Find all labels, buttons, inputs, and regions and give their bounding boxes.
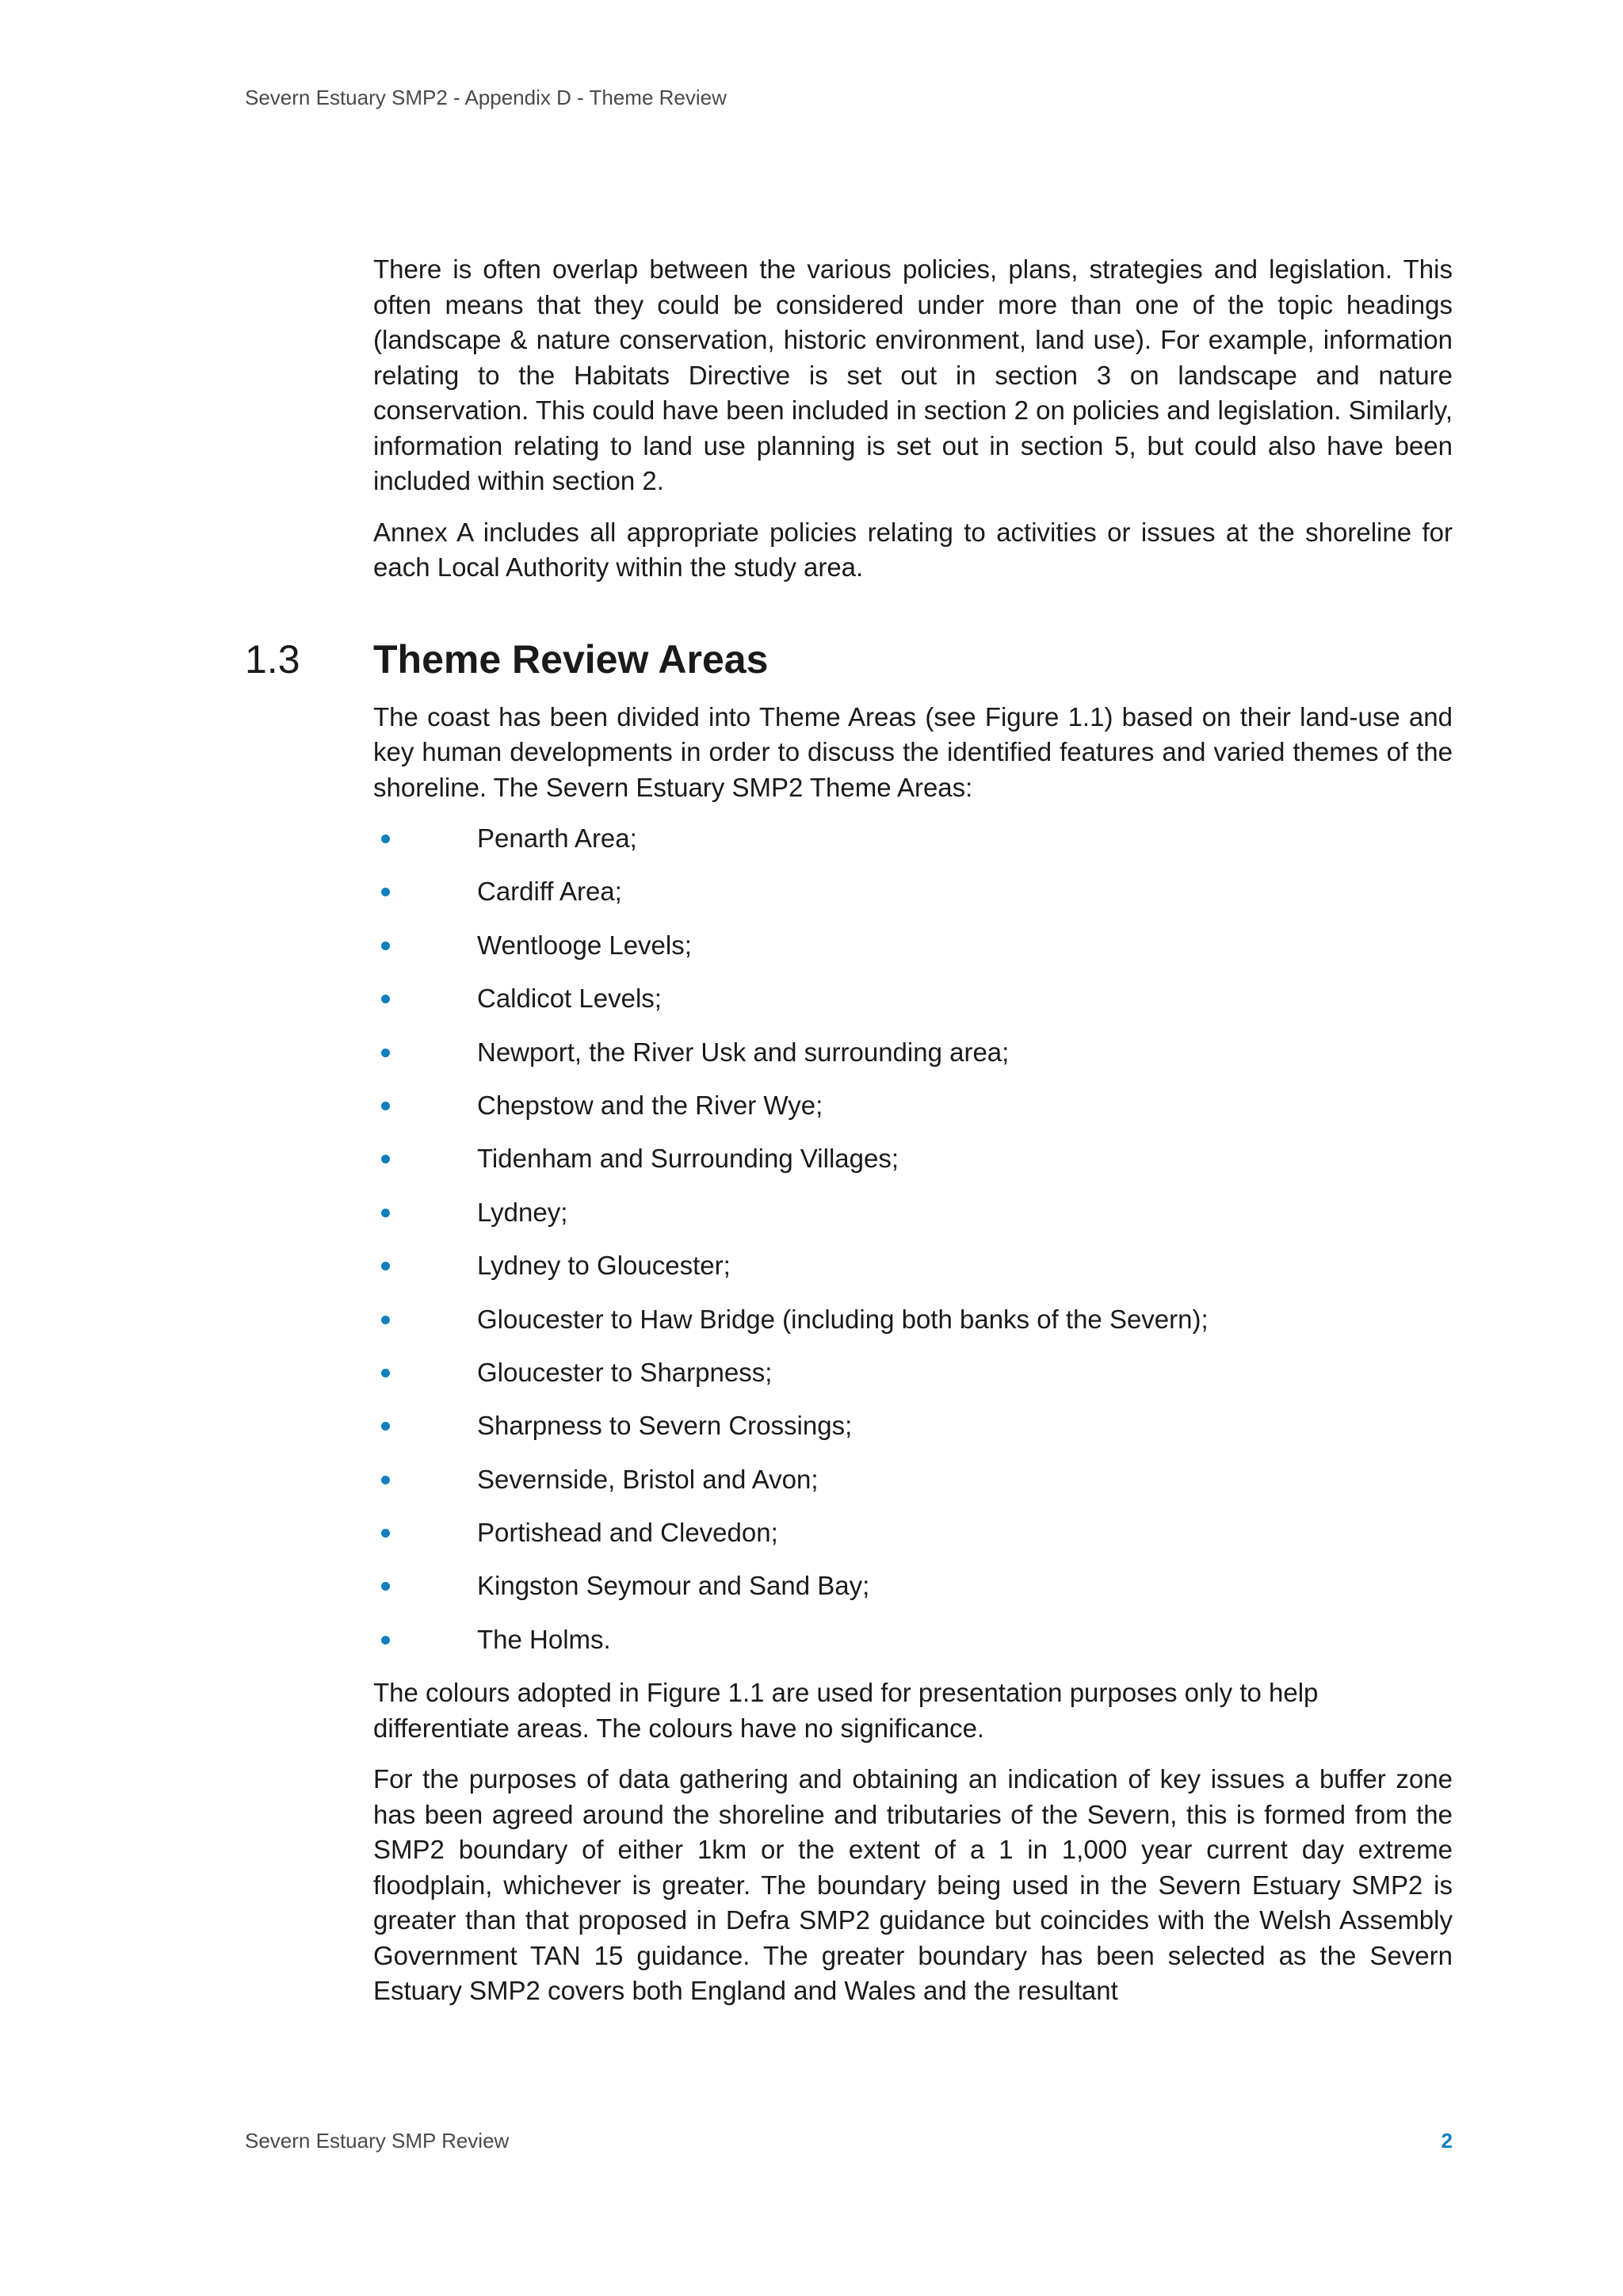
bullet-icon [381, 1582, 390, 1591]
list-item [373, 1035, 1453, 1070]
running-header: Severn Estuary SMP2 - Appendix D - Theme Review [245, 86, 727, 109]
page-number: 2 [1441, 2129, 1453, 2153]
list-item-text: Severnside, Bristol and Avon; [477, 1464, 819, 1494]
bullet-icon [381, 942, 390, 950]
section-title: Theme Review Areas [373, 636, 769, 682]
list-item [373, 821, 1453, 856]
bullet-icon [381, 888, 390, 896]
list-item [373, 1302, 1453, 1337]
section-paragraph-3: For the purposes of data gathering and obtaining an indication of key issues a buffer zone has been agreed around the shoreline and tributaries of the Severn, this is formed from the SMP2 boundary of either 1km or the extent of a 1 in 1,000 year current day extreme floodplain, whichever is greater. The boundary being used in the Severn Estuary SMP2 is greater than that proposed in Defra SMP2 guidance but coincides with the Welsh Assembly Government TAN 15 guidance. The greater boundary has been selected as the Severn Estuary SMP2 covers both England and Wales and the resultant [373, 1764, 1453, 2006]
bullet-icon [381, 835, 390, 843]
list-item-text: Lydney; [477, 1197, 568, 1227]
bullet-icon [381, 1049, 390, 1057]
list-item-text: Gloucester to Haw Bridge (including both banks of the Severn); [477, 1304, 1209, 1334]
intro-paragraph-2: Annex A includes all appropriate policies relating to activities or issues at the shoreline for each Local Authority within the study area. [373, 517, 1453, 582]
bullet-icon [381, 1102, 390, 1110]
list-item [373, 1462, 1453, 1497]
list-item-text: Wentlooge Levels; [477, 930, 692, 960]
list-item [373, 1515, 1453, 1550]
section-paragraph-2: The colours adopted in Figure 1.1 are used for presentation purposes only to help differentiate areas. The colours have no significance. [373, 1678, 1319, 1743]
bullet-icon [381, 995, 390, 1003]
list-item [373, 874, 1453, 909]
list-item-text: Newport, the River Usk and surrounding area; [477, 1037, 1010, 1067]
list-item [373, 928, 1453, 963]
bullet-icon [381, 1209, 390, 1217]
list-item-text: Chepstow and the River Wye; [477, 1090, 823, 1120]
intro-paragraph-1: There is often overlap between the various policies, plans, strategies and legislation. This often means that they could be considered under more than one of the topic headings (landscape & nature conservation, historic environment, land use). For example, information relating to the Habitats Directive is set out in section 3 on landscape and nature conservation. This could have been included in section 2 on policies and legislation. Similarly, information relating to land use planning is set out in section 5, but could also have been included within section 2. [373, 254, 1453, 495]
bullet-icon [381, 1155, 390, 1163]
bullet-icon [381, 1316, 390, 1324]
running-footer: Severn Estuary SMP Review [245, 2129, 510, 2153]
bullet-icon [381, 1422, 390, 1431]
list-item [373, 981, 1453, 1016]
list-item-text: Lydney to Gloucester; [477, 1251, 731, 1281]
list-item [373, 1408, 1453, 1443]
bullet-icon [381, 1636, 390, 1645]
list-item [373, 1248, 1453, 1283]
list-item [373, 1088, 1453, 1123]
bullet-icon [381, 1476, 390, 1484]
list-item-text: Caldicot Levels; [477, 984, 662, 1014]
list-item-text: Kingston Seymour and Sand Bay; [477, 1571, 870, 1601]
list-item-text: Penarth Area; [477, 823, 637, 853]
bullet-icon [381, 1529, 390, 1538]
list-item-text: Gloucester to Sharpness; [477, 1357, 773, 1387]
list-item [373, 1568, 1453, 1603]
section-number: 1.3 [245, 636, 300, 682]
bullet-icon [381, 1262, 390, 1270]
section-heading [245, 633, 1453, 686]
list-item [373, 1355, 1453, 1390]
list-item-text: The Holms. [477, 1624, 611, 1654]
list-item-text: Sharpness to Severn Crossings; [477, 1411, 853, 1441]
list-item [373, 1195, 1453, 1230]
list-item-text: Portishead and Clevedon; [477, 1518, 778, 1548]
list-item [373, 1622, 1453, 1657]
list-item-text: Tidenham and Surrounding Villages; [477, 1144, 899, 1174]
body-content [245, 252, 1453, 2025]
theme-areas-list [373, 821, 1453, 1657]
bullet-icon [381, 1369, 390, 1377]
section-paragraph-1: The coast has been divided into Theme Areas (see Figure 1.1) based on their land-use and key human developments in order to discuss the identified features and varied themes of the shoreline. The Severn Estuary SMP2 Theme Areas: [373, 701, 1453, 802]
list-item [373, 1141, 1453, 1176]
list-item-text: Cardiff Area; [477, 877, 622, 907]
